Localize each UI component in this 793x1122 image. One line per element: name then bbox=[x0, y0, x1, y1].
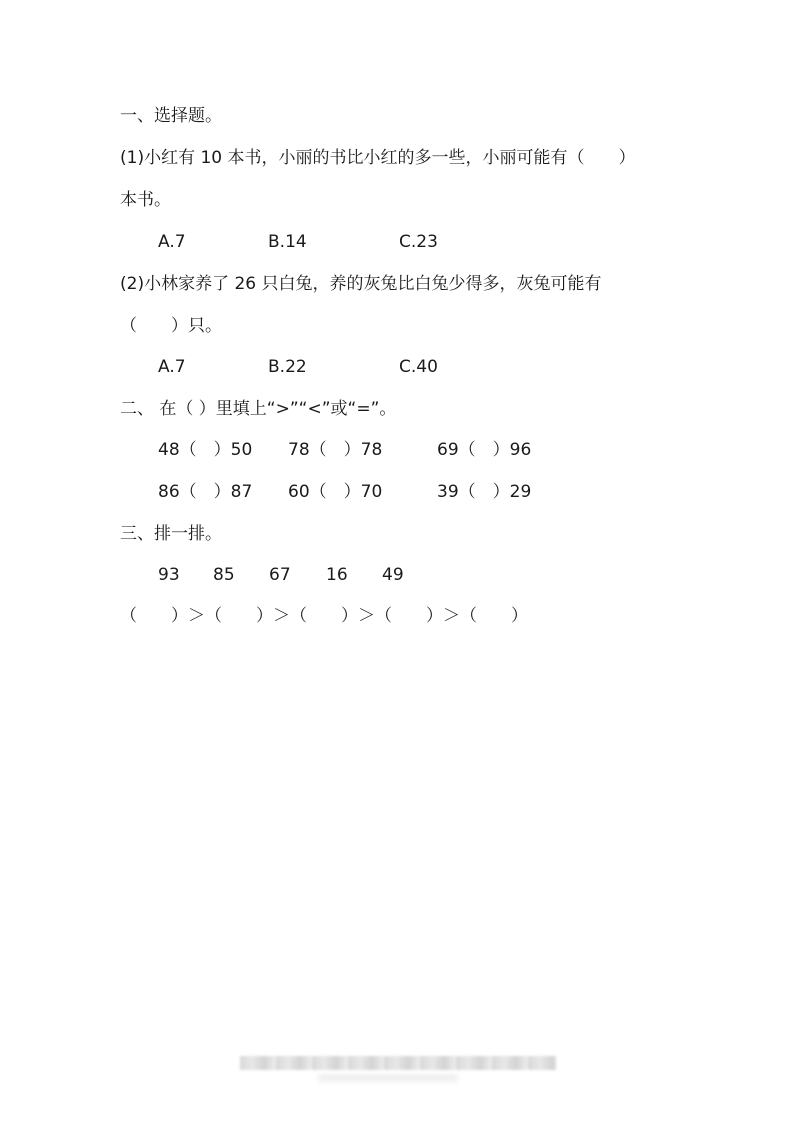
q2-option-c: C.40 bbox=[399, 357, 438, 377]
section3-title: 三、排一排。 bbox=[120, 524, 222, 544]
q1-option-a: A.7 bbox=[158, 232, 186, 252]
compare-item: 86（ ）87 bbox=[158, 482, 253, 502]
q1-text-line2: 本书。 bbox=[120, 190, 171, 210]
compare-item: 69（ ）96 bbox=[437, 440, 532, 460]
sort-number: 85 bbox=[213, 565, 235, 585]
q2-option-b: B.22 bbox=[268, 357, 307, 377]
compare-item: 39（ ）29 bbox=[437, 482, 532, 502]
section2-title: 二、 在（ ）里填上“>”“<”或“=”。 bbox=[120, 399, 397, 419]
compare-item: 60（ ）70 bbox=[288, 482, 383, 502]
q2-text-line2: （ ）只。 bbox=[120, 316, 222, 336]
blurred-footer-watermark bbox=[240, 1056, 556, 1070]
q2-option-a: A.7 bbox=[158, 357, 186, 377]
sort-number: 16 bbox=[326, 565, 348, 585]
compare-item: 48（ ）50 bbox=[158, 440, 253, 460]
sort-order-line: （ ）＞（ ）＞（ ）＞（ ）＞（ ） bbox=[120, 606, 528, 626]
q1-text-line1: (1)小红有 10 本书，小丽的书比小红的多一些，小丽可能有（ ） bbox=[120, 148, 636, 168]
sort-number: 67 bbox=[269, 565, 291, 585]
q1-option-b: B.14 bbox=[268, 232, 307, 252]
sort-number: 49 bbox=[382, 565, 404, 585]
section1-title: 一、选择题。 bbox=[120, 106, 222, 126]
blurred-footer-watermark-2 bbox=[318, 1074, 458, 1082]
q1-option-c: C.23 bbox=[399, 232, 438, 252]
sort-number: 93 bbox=[158, 565, 180, 585]
compare-item: 78（ ）78 bbox=[288, 440, 383, 460]
q2-text-line1: (2)小林家养了 26 只白兔，养的灰兔比白兔少得多，灰兔可能有 bbox=[120, 274, 602, 294]
